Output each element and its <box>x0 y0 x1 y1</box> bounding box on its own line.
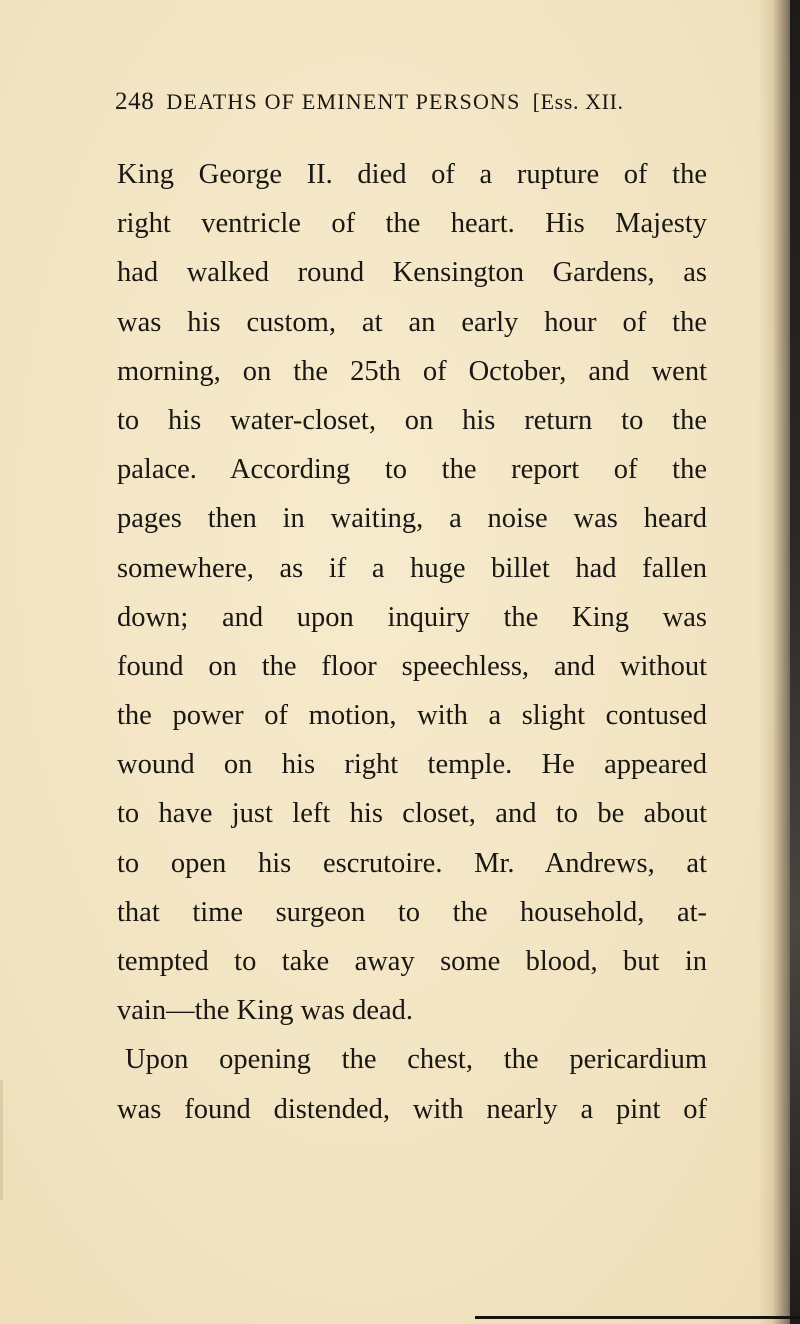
text-line: morning, on the 25th of October, and went <box>117 355 707 387</box>
binding-edge <box>790 0 800 1324</box>
text-line: tempted to take away some blood, but in <box>117 946 707 977</box>
text-line: vain—the King was dead. <box>117 995 414 1027</box>
running-title: DEATHS OF EMINENT PERSONS <box>166 89 521 114</box>
text-line: pages then in waiting, a noise was heard <box>117 503 707 535</box>
text-line: found on the floor speechless, and without <box>117 650 707 682</box>
text-line: to open his escrutoire. Mr. Andrews, at <box>117 847 707 879</box>
text-line: to his water-closet, on his return to the <box>117 404 707 436</box>
text-line: that time surgeon to the household, at- <box>117 896 707 928</box>
paragraph-start-line: Upon opening the chest, the pericardium <box>125 1044 707 1076</box>
text-line: right ventricle of the heart. His Majesty <box>117 208 707 240</box>
body-text <box>117 150 707 1134</box>
page-bottom-edge <box>475 1316 800 1319</box>
text-line: was his custom, at an early hour of the <box>117 306 707 338</box>
text-line: down; and upon inquiry the King was <box>117 601 707 633</box>
text-line: somewhere, as if a huge billet had fallen <box>117 552 707 584</box>
text-line: palace. According to the report of the <box>117 454 707 486</box>
text-line: the power of motion, with a slight contused <box>117 700 707 732</box>
text-line: wound on his right temple. He appeared <box>117 749 707 781</box>
section-reference: [Ess. XII. <box>532 89 624 114</box>
text-line: was found distended, with nearly a pint of <box>117 1093 707 1125</box>
text-line: King George II. died of a rupture of the <box>117 159 707 190</box>
page-number: 248 <box>115 88 155 115</box>
text-line: to have just left his closet, and to be about <box>117 798 707 830</box>
running-header <box>115 88 715 122</box>
page-edge-mark <box>0 1080 3 1200</box>
text-line: had walked round Kensington Gardens, as <box>117 257 707 289</box>
